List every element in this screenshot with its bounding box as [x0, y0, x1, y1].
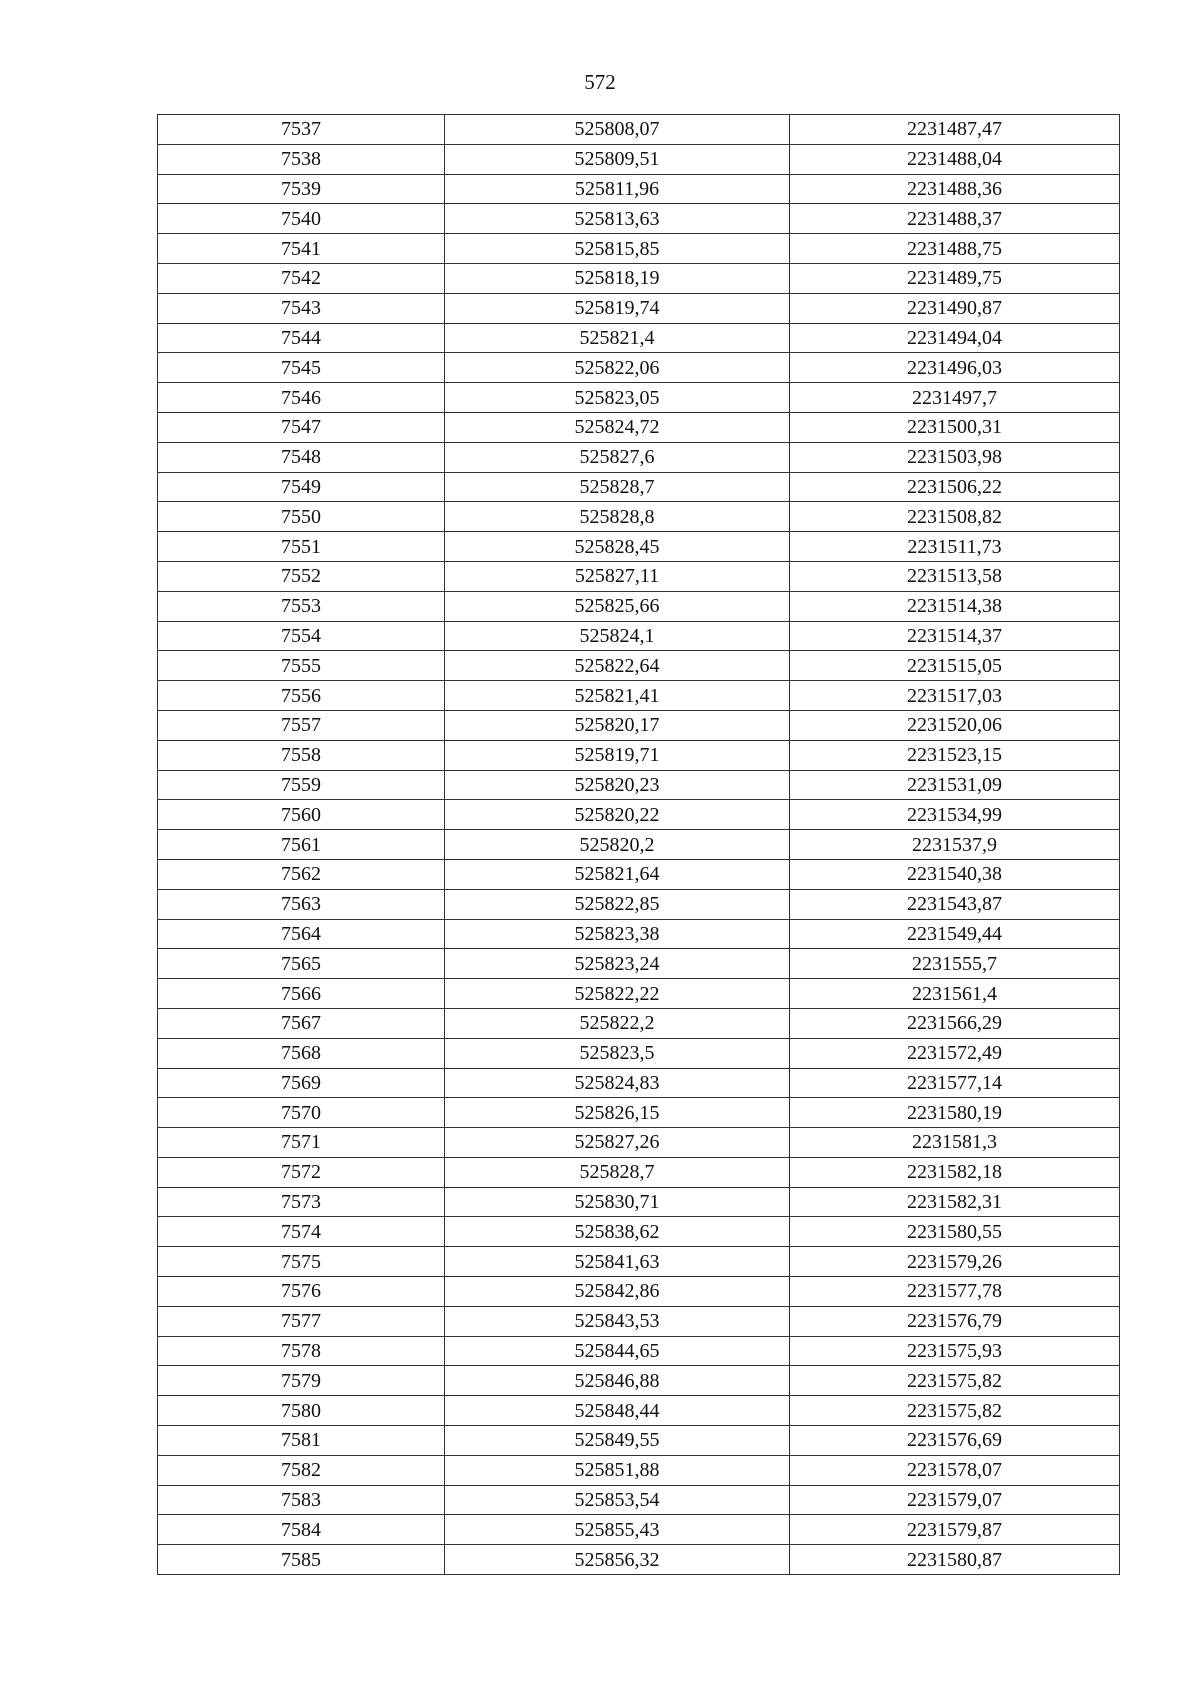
x-coordinate-cell: 525842,86: [445, 1277, 790, 1307]
point-number-cell: 7569: [158, 1068, 445, 1098]
table-row: [158, 115, 1120, 145]
x-coordinate-cell: 525823,38: [445, 919, 790, 949]
x-coordinate-cell: 525822,2: [445, 1008, 790, 1038]
point-number-cell: 7563: [158, 889, 445, 919]
x-coordinate-cell: 525843,53: [445, 1306, 790, 1336]
y-coordinate-cell: 2231511,73: [790, 532, 1120, 562]
table-row: [158, 591, 1120, 621]
point-number-cell: 7577: [158, 1306, 445, 1336]
y-coordinate-cell: 2231514,38: [790, 591, 1120, 621]
y-coordinate-cell: 2231506,22: [790, 472, 1120, 502]
x-coordinate-cell: 525828,8: [445, 502, 790, 532]
point-number-cell: 7564: [158, 919, 445, 949]
table-row: [158, 651, 1120, 681]
y-coordinate-cell: 2231517,03: [790, 681, 1120, 711]
point-number-cell: 7575: [158, 1247, 445, 1277]
y-coordinate-cell: 2231515,05: [790, 651, 1120, 681]
point-number-cell: 7556: [158, 681, 445, 711]
table-row: [158, 979, 1120, 1009]
x-coordinate-cell: 525819,71: [445, 740, 790, 770]
point-number-cell: 7580: [158, 1396, 445, 1426]
point-number-cell: 7558: [158, 740, 445, 770]
table-row: [158, 234, 1120, 264]
point-number-cell: 7566: [158, 979, 445, 1009]
table-row: [158, 1008, 1120, 1038]
table-row: [158, 323, 1120, 353]
y-coordinate-cell: 2231487,47: [790, 115, 1120, 145]
y-coordinate-cell: 2231575,82: [790, 1366, 1120, 1396]
point-number-cell: 7559: [158, 770, 445, 800]
point-number-cell: 7549: [158, 472, 445, 502]
y-coordinate-cell: 2231549,44: [790, 919, 1120, 949]
table-row: [158, 353, 1120, 383]
table-row: [158, 1098, 1120, 1128]
y-coordinate-cell: 2231488,36: [790, 174, 1120, 204]
table-row: [158, 1485, 1120, 1515]
y-coordinate-cell: 2231579,87: [790, 1515, 1120, 1545]
point-number-cell: 7547: [158, 412, 445, 442]
x-coordinate-cell: 525823,5: [445, 1038, 790, 1068]
x-coordinate-cell: 525856,32: [445, 1545, 790, 1575]
y-coordinate-cell: 2231488,37: [790, 204, 1120, 234]
table-row: [158, 740, 1120, 770]
x-coordinate-cell: 525820,2: [445, 830, 790, 860]
point-number-cell: 7561: [158, 830, 445, 860]
x-coordinate-cell: 525853,54: [445, 1485, 790, 1515]
y-coordinate-cell: 2231575,93: [790, 1336, 1120, 1366]
y-coordinate-cell: 2231523,15: [790, 740, 1120, 770]
y-coordinate-cell: 2231582,18: [790, 1157, 1120, 1187]
table-row: [158, 1366, 1120, 1396]
x-coordinate-cell: 525820,23: [445, 770, 790, 800]
point-number-cell: 7571: [158, 1128, 445, 1158]
y-coordinate-cell: 2231537,9: [790, 830, 1120, 860]
y-coordinate-cell: 2231572,49: [790, 1038, 1120, 1068]
point-number-cell: 7537: [158, 115, 445, 145]
x-coordinate-cell: 525824,72: [445, 412, 790, 442]
point-number-cell: 7543: [158, 293, 445, 323]
x-coordinate-cell: 525830,71: [445, 1187, 790, 1217]
table-row: [158, 1247, 1120, 1277]
table-row: [158, 502, 1120, 532]
table-row: [158, 263, 1120, 293]
y-coordinate-cell: 2231488,75: [790, 234, 1120, 264]
y-coordinate-cell: 2231575,82: [790, 1396, 1120, 1426]
x-coordinate-cell: 525846,88: [445, 1366, 790, 1396]
table-row: [158, 1187, 1120, 1217]
x-coordinate-cell: 525848,44: [445, 1396, 790, 1426]
y-coordinate-cell: 2231520,06: [790, 710, 1120, 740]
table-row: [158, 1068, 1120, 1098]
table-row: [158, 770, 1120, 800]
y-coordinate-cell: 2231500,31: [790, 412, 1120, 442]
x-coordinate-cell: 525828,7: [445, 1157, 790, 1187]
point-number-cell: 7554: [158, 621, 445, 651]
x-coordinate-cell: 525819,74: [445, 293, 790, 323]
y-coordinate-cell: 2231582,31: [790, 1187, 1120, 1217]
y-coordinate-cell: 2231503,98: [790, 442, 1120, 472]
table-row: [158, 383, 1120, 413]
y-coordinate-cell: 2231513,58: [790, 561, 1120, 591]
table-row: [158, 174, 1120, 204]
point-number-cell: 7565: [158, 949, 445, 979]
table-row: [158, 293, 1120, 323]
y-coordinate-cell: 2231577,14: [790, 1068, 1120, 1098]
point-number-cell: 7584: [158, 1515, 445, 1545]
x-coordinate-cell: 525809,51: [445, 144, 790, 174]
table-row: [158, 412, 1120, 442]
point-number-cell: 7585: [158, 1545, 445, 1575]
x-coordinate-cell: 525849,55: [445, 1426, 790, 1456]
y-coordinate-cell: 2231566,29: [790, 1008, 1120, 1038]
y-coordinate-cell: 2231579,26: [790, 1247, 1120, 1277]
y-coordinate-cell: 2231561,4: [790, 979, 1120, 1009]
table-row: [158, 1515, 1120, 1545]
table-row: [158, 859, 1120, 889]
table-row: [158, 1545, 1120, 1575]
table-row: [158, 621, 1120, 651]
x-coordinate-cell: 525820,17: [445, 710, 790, 740]
table-row: [158, 144, 1120, 174]
x-coordinate-cell: 525818,19: [445, 263, 790, 293]
x-coordinate-cell: 525822,06: [445, 353, 790, 383]
table-row: [158, 442, 1120, 472]
point-number-cell: 7553: [158, 591, 445, 621]
x-coordinate-cell: 525844,65: [445, 1336, 790, 1366]
y-coordinate-cell: 2231540,38: [790, 859, 1120, 889]
page-number: 572: [584, 70, 616, 94]
point-number-cell: 7539: [158, 174, 445, 204]
table-row: [158, 1217, 1120, 1247]
x-coordinate-cell: 525823,05: [445, 383, 790, 413]
x-coordinate-cell: 525820,22: [445, 800, 790, 830]
point-number-cell: 7576: [158, 1277, 445, 1307]
x-coordinate-cell: 525827,26: [445, 1128, 790, 1158]
point-number-cell: 7573: [158, 1187, 445, 1217]
table-row: [158, 1128, 1120, 1158]
point-number-cell: 7545: [158, 353, 445, 383]
table-row: [158, 1455, 1120, 1485]
y-coordinate-cell: 2231576,79: [790, 1306, 1120, 1336]
point-number-cell: 7552: [158, 561, 445, 591]
point-number-cell: 7538: [158, 144, 445, 174]
x-coordinate-cell: 525824,1: [445, 621, 790, 651]
point-number-cell: 7582: [158, 1455, 445, 1485]
table-row: [158, 1396, 1120, 1426]
y-coordinate-cell: 2231580,87: [790, 1545, 1120, 1575]
x-coordinate-cell: 525822,22: [445, 979, 790, 1009]
x-coordinate-cell: 525826,15: [445, 1098, 790, 1128]
point-number-cell: 7546: [158, 383, 445, 413]
y-coordinate-cell: 2231490,87: [790, 293, 1120, 323]
x-coordinate-cell: 525823,24: [445, 949, 790, 979]
x-coordinate-cell: 525821,4: [445, 323, 790, 353]
table-row: [158, 710, 1120, 740]
table-body: [158, 115, 1120, 1575]
point-number-cell: 7570: [158, 1098, 445, 1128]
y-coordinate-cell: 2231580,19: [790, 1098, 1120, 1128]
table-row: [158, 1277, 1120, 1307]
point-number-cell: 7555: [158, 651, 445, 681]
y-coordinate-cell: 2231578,07: [790, 1455, 1120, 1485]
point-number-cell: 7542: [158, 263, 445, 293]
table-row: [158, 800, 1120, 830]
point-number-cell: 7560: [158, 800, 445, 830]
x-coordinate-cell: 525815,85: [445, 234, 790, 264]
point-number-cell: 7567: [158, 1008, 445, 1038]
point-number-cell: 7578: [158, 1336, 445, 1366]
x-coordinate-cell: 525811,96: [445, 174, 790, 204]
x-coordinate-cell: 525822,85: [445, 889, 790, 919]
y-coordinate-cell: 2231576,69: [790, 1426, 1120, 1456]
x-coordinate-cell: 525828,7: [445, 472, 790, 502]
point-number-cell: 7568: [158, 1038, 445, 1068]
point-number-cell: 7581: [158, 1426, 445, 1456]
table-row: [158, 1426, 1120, 1456]
x-coordinate-cell: 525813,63: [445, 204, 790, 234]
y-coordinate-cell: 2231543,87: [790, 889, 1120, 919]
point-number-cell: 7574: [158, 1217, 445, 1247]
y-coordinate-cell: 2231577,78: [790, 1277, 1120, 1307]
point-number-cell: 7544: [158, 323, 445, 353]
y-coordinate-cell: 2231531,09: [790, 770, 1120, 800]
table-row: [158, 919, 1120, 949]
table-row: [158, 1157, 1120, 1187]
y-coordinate-cell: 2231489,75: [790, 263, 1120, 293]
point-number-cell: 7548: [158, 442, 445, 472]
point-number-cell: 7550: [158, 502, 445, 532]
x-coordinate-cell: 525827,6: [445, 442, 790, 472]
point-number-cell: 7562: [158, 859, 445, 889]
coordinates-table: [157, 114, 1120, 1575]
x-coordinate-cell: 525855,43: [445, 1515, 790, 1545]
table-row: [158, 949, 1120, 979]
point-number-cell: 7540: [158, 204, 445, 234]
y-coordinate-cell: 2231497,7: [790, 383, 1120, 413]
point-number-cell: 7551: [158, 532, 445, 562]
y-coordinate-cell: 2231494,04: [790, 323, 1120, 353]
x-coordinate-cell: 525824,83: [445, 1068, 790, 1098]
table-row: [158, 830, 1120, 860]
y-coordinate-cell: 2231580,55: [790, 1217, 1120, 1247]
y-coordinate-cell: 2231581,3: [790, 1128, 1120, 1158]
point-number-cell: 7583: [158, 1485, 445, 1515]
y-coordinate-cell: 2231514,37: [790, 621, 1120, 651]
table-row: [158, 681, 1120, 711]
x-coordinate-cell: 525827,11: [445, 561, 790, 591]
point-number-cell: 7579: [158, 1366, 445, 1396]
table-row: [158, 561, 1120, 591]
table-row: [158, 1336, 1120, 1366]
x-coordinate-cell: 525828,45: [445, 532, 790, 562]
point-number-cell: 7541: [158, 234, 445, 264]
x-coordinate-cell: 525825,66: [445, 591, 790, 621]
table-row: [158, 532, 1120, 562]
table-row: [158, 472, 1120, 502]
x-coordinate-cell: 525851,88: [445, 1455, 790, 1485]
x-coordinate-cell: 525841,63: [445, 1247, 790, 1277]
x-coordinate-cell: 525821,41: [445, 681, 790, 711]
y-coordinate-cell: 2231579,07: [790, 1485, 1120, 1515]
table-row: [158, 889, 1120, 919]
y-coordinate-cell: 2231534,99: [790, 800, 1120, 830]
y-coordinate-cell: 2231488,04: [790, 144, 1120, 174]
y-coordinate-cell: 2231508,82: [790, 502, 1120, 532]
y-coordinate-cell: 2231496,03: [790, 353, 1120, 383]
point-number-cell: 7557: [158, 710, 445, 740]
point-number-cell: 7572: [158, 1157, 445, 1187]
x-coordinate-cell: 525838,62: [445, 1217, 790, 1247]
table-row: [158, 204, 1120, 234]
table-row: [158, 1306, 1120, 1336]
y-coordinate-cell: 2231555,7: [790, 949, 1120, 979]
x-coordinate-cell: 525821,64: [445, 859, 790, 889]
x-coordinate-cell: 525822,64: [445, 651, 790, 681]
x-coordinate-cell: 525808,07: [445, 115, 790, 145]
table-row: [158, 1038, 1120, 1068]
